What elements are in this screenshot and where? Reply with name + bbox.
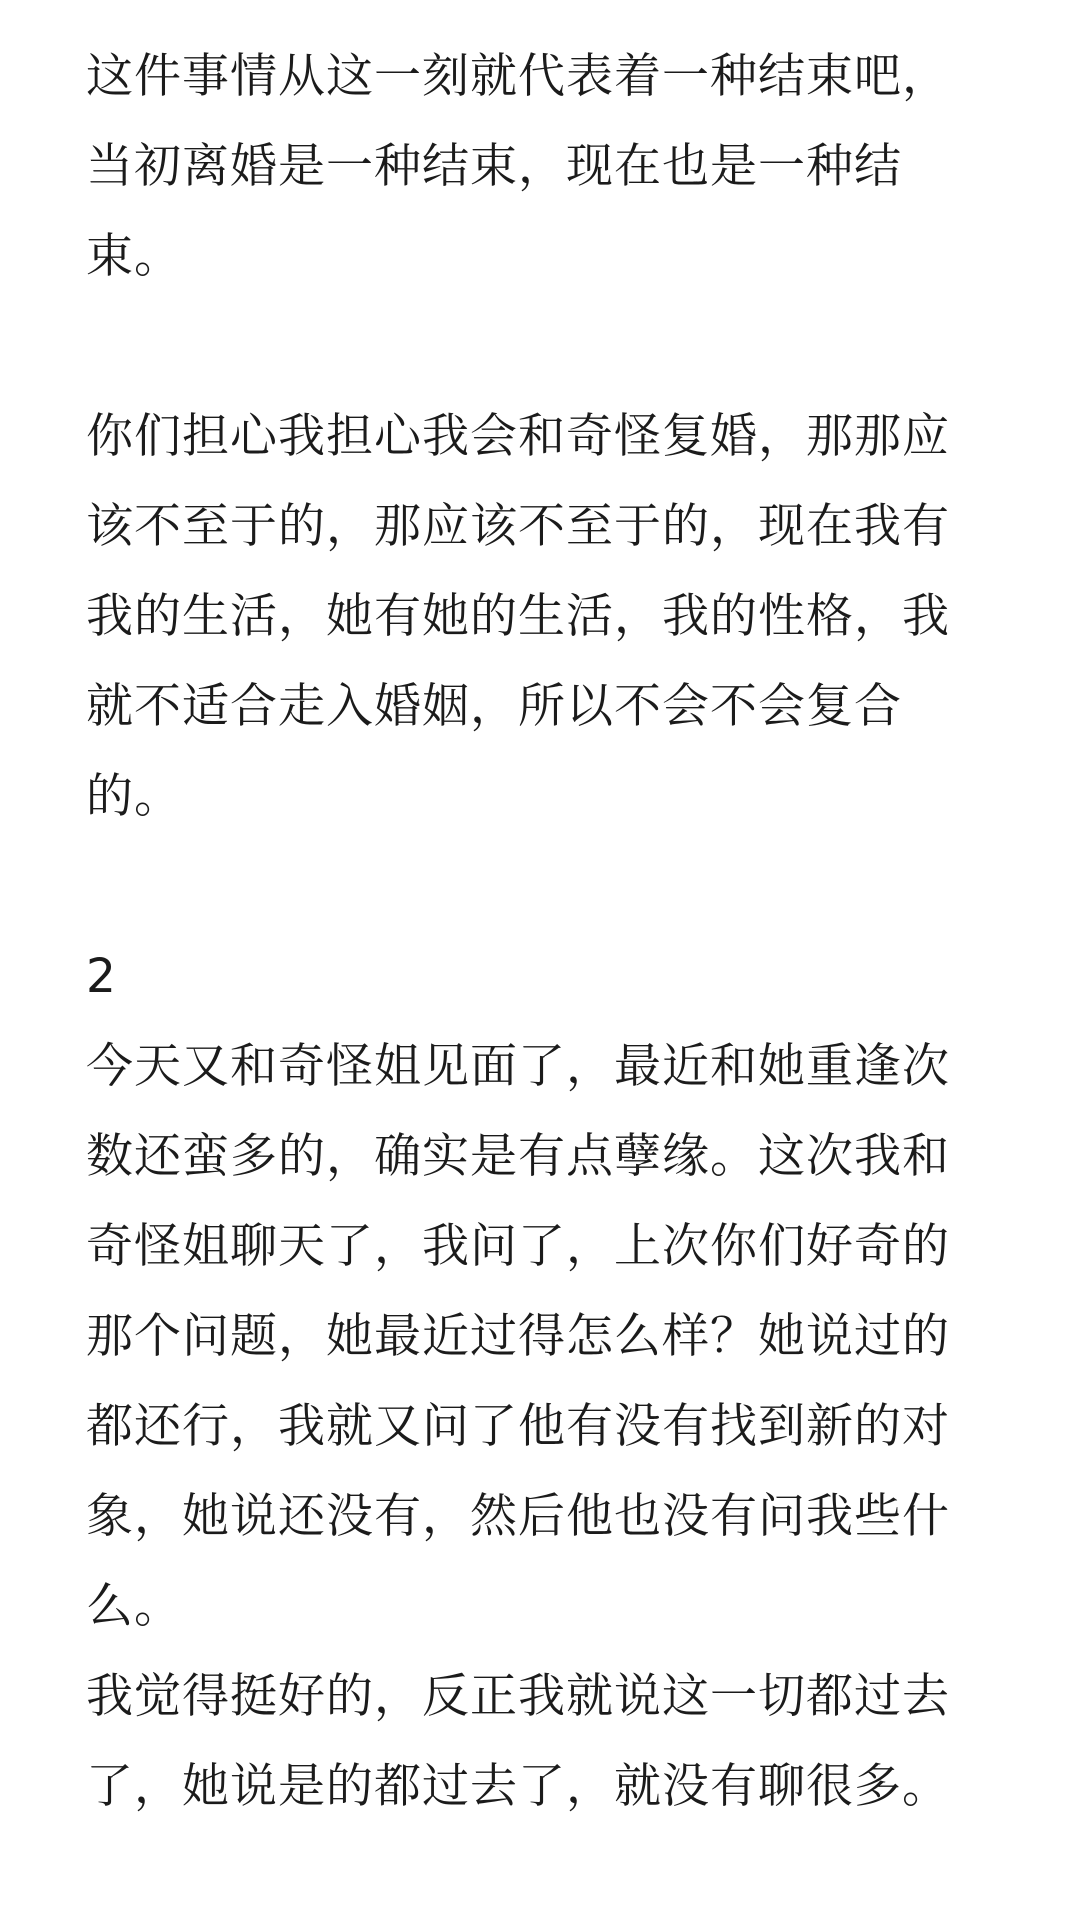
- text-line: 数还蛮多的，确实是有点孽缘。这次我和: [86, 1129, 950, 1184]
- text-line: 就不适合走入婚姻，所以不会不会复合: [86, 679, 902, 734]
- text-line: 今天又和奇怪姐见面了，最近和她重逢次: [86, 1039, 950, 1094]
- text-line: 奇怪姐聊天了，我问了，上次你们好奇的: [86, 1219, 950, 1274]
- text-line: 这件事情从这一刻就代表着一种结束吧，: [86, 49, 950, 104]
- text-line: 我觉得挺好的，反正我就说这一切都过去: [86, 1669, 950, 1724]
- intro-paragraph: [86, 0, 986, 302]
- section-number: 2: [86, 949, 116, 1004]
- text-line: 象，她说还没有，然后他也没有问我些什: [86, 1489, 950, 1544]
- paragraph-spacer: [86, 302, 986, 392]
- paragraph-three: [86, 1022, 986, 1652]
- text-line: 的。: [86, 769, 182, 824]
- text-line: 么。: [86, 1579, 182, 1634]
- text-line: 当初离婚是一种结束，现在也是一种结: [86, 139, 902, 194]
- paragraph-four: [86, 1652, 986, 1832]
- text-line: 那个问题，她最近过得怎么样？她说过的: [86, 1309, 950, 1364]
- cut-off-text-line: [86, 0, 986, 32]
- paragraph-spacer: [86, 842, 986, 932]
- text-line: 了，她说是的都过去了，就没有聊很多。: [86, 1759, 950, 1814]
- text-line: 该不至于的，那应该不至于的，现在我有: [86, 499, 950, 554]
- text-line: 我的生活，她有她的生活，我的性格，我: [86, 589, 950, 644]
- paragraph-two: [86, 392, 986, 842]
- text-line: 都还行，我就又问了他有没有找到新的对: [86, 1399, 950, 1454]
- text-line: 你们担心我担心我会和奇怪复婚，那那应: [86, 409, 950, 464]
- article-body: [86, 0, 986, 1832]
- text-line: 束。: [86, 229, 182, 284]
